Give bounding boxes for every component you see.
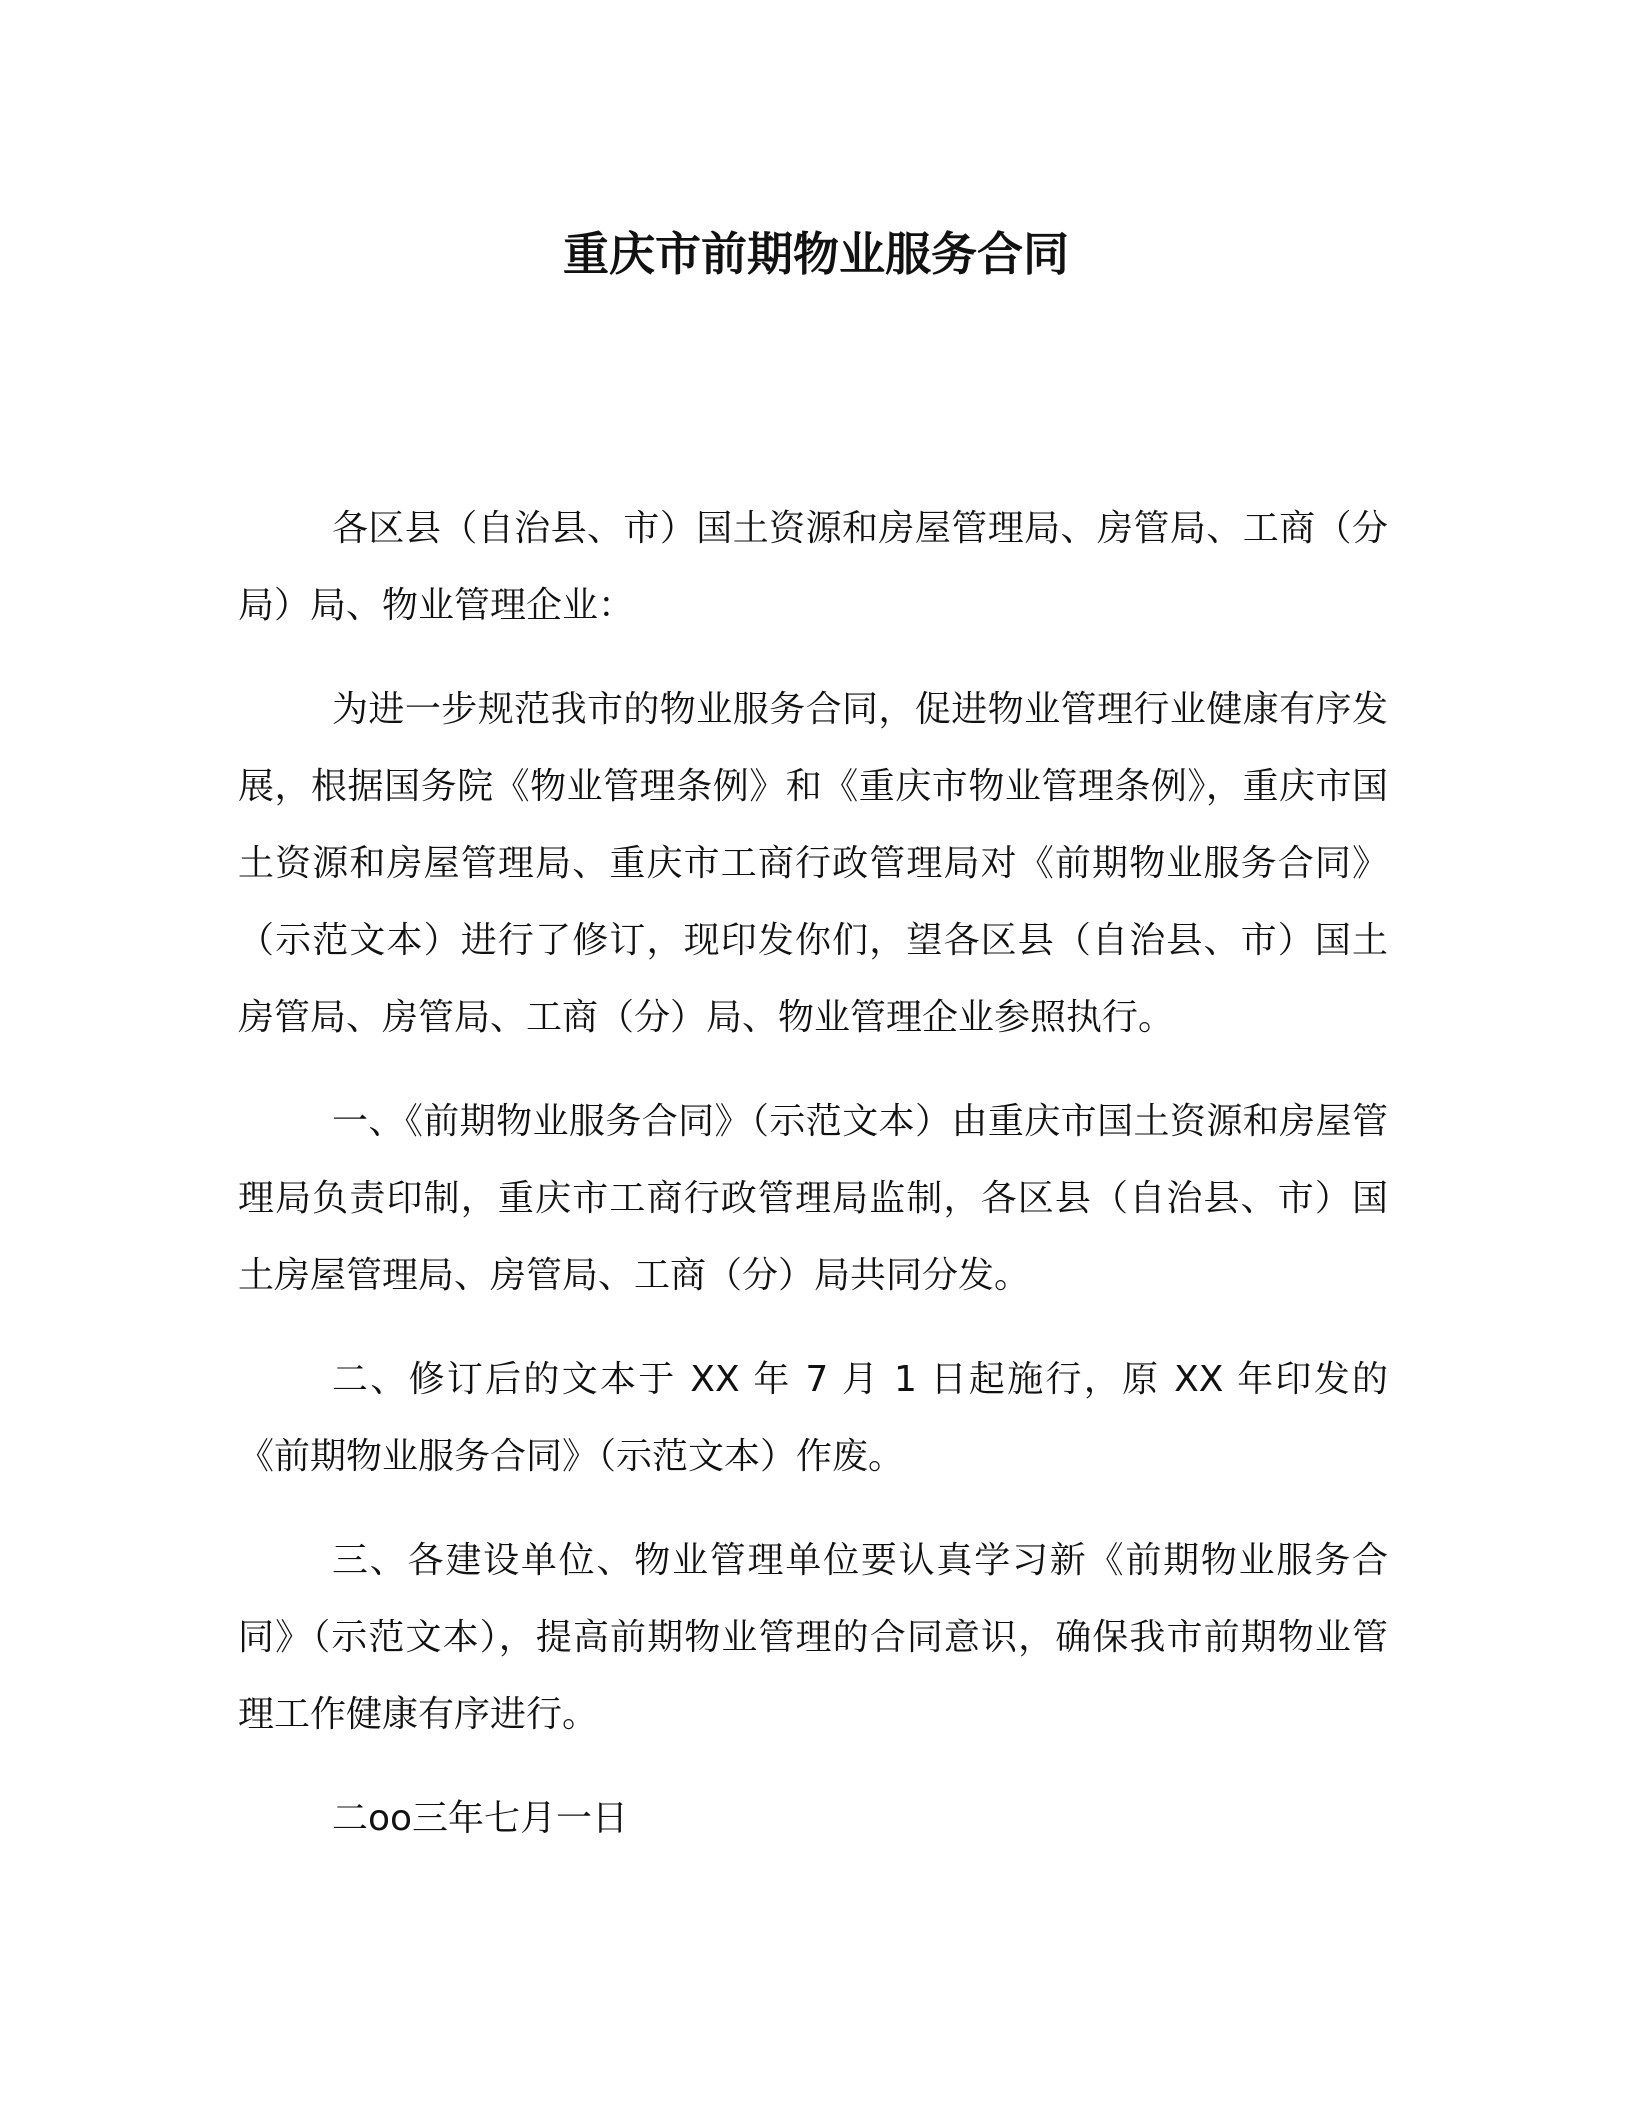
paragraph-item-3: 三、各建设单位、物业管理单位要认真学习新《前期物业服务合同》（示范文本），提高前期物业管理的合同意识，确保我市前期物业管理工作健康有序进行。 [238,1540,1388,1735]
paragraph-intro: 为进一步规范我市的物业服务合同，促进物业管理行业健康有序发展，根据国务院《物业管理条例》和《重庆市物业管理条例》，重庆市国土资源和房屋管理局、重庆市工商行政管理局对《前期物业服务合同》（示范文本）进行了修订，现印发你们，望各区县（自治县、市）国土房管局、房管局、工商（分）局、物业管理企业参照执行。 [238,689,1388,1038]
paragraph-item-2: 二、修订后的文本于 XX 年 7 月 1 日起施行，原 XX 年印发的《前期物业服务合同》（示范文本）作废。 [238,1359,1388,1477]
document-date: 二oo三年七月一日 [332,1798,629,1839]
paragraph-item-1: 一、《前期物业服务合同》（示范文本）由重庆市国土资源和房屋管理局负责印制，重庆市工商行政管理局监制，各区县（自治县、市）国土房屋管理局、房管局、工商（分）局共同分发。 [238,1101,1388,1296]
document-body [238,490,1388,1857]
salutation: 各区县（自治县、市）国土资源和房屋管理局、房管局、工商（分局）局、物业管理企业： [238,508,1388,626]
document-title: 重庆市前期物业服务合同 [563,227,1069,281]
